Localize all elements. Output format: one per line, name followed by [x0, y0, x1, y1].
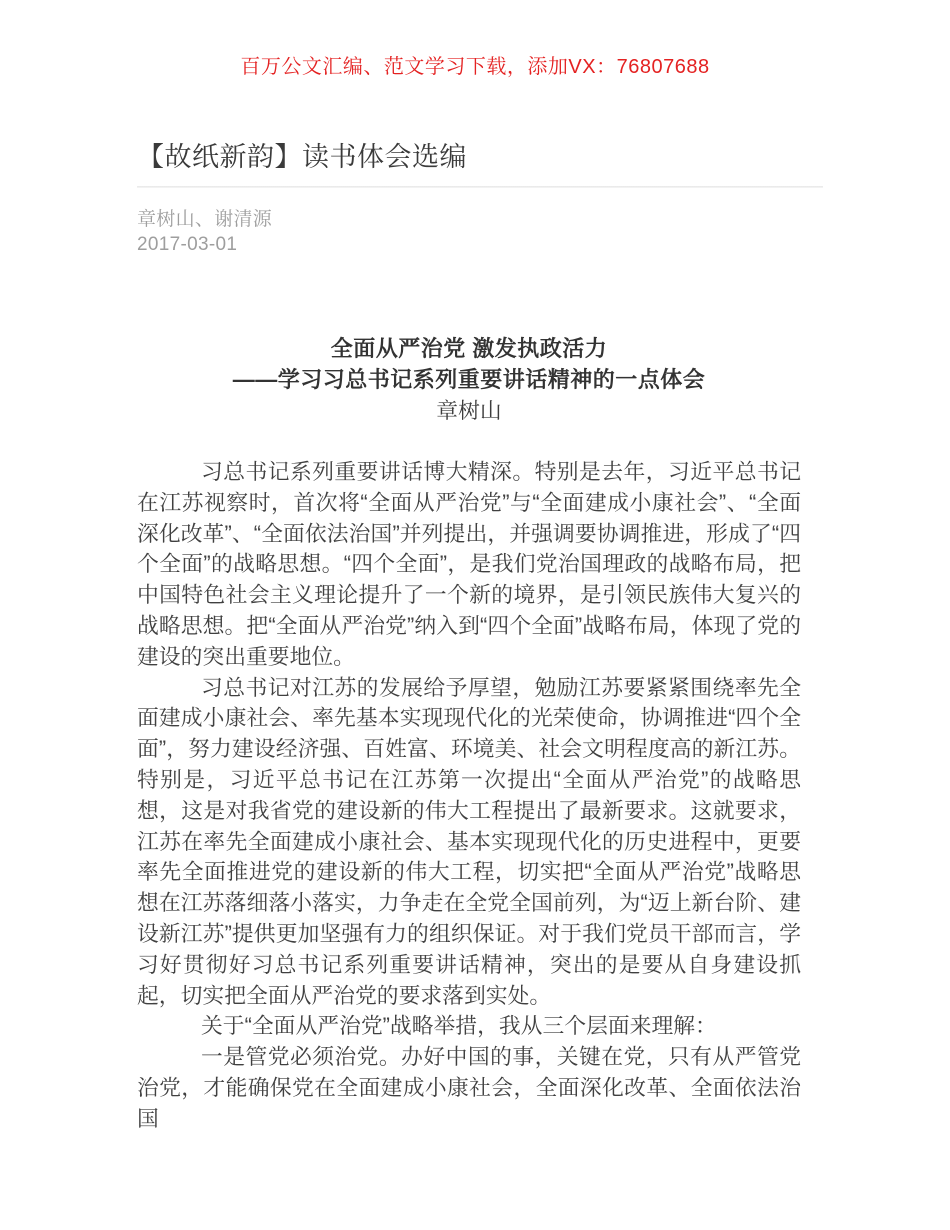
author-line: 章树山、谢清源 [137, 209, 273, 230]
paragraph: 一是管党必须治党。办好中国的事，关键在党，只有从严管党治党，才能确保党在全面建成小康社会，全面深化改革、全面依法治国 [137, 1044, 801, 1131]
article-title-line2: ——学习习总书记系列重要讲话精神的一点体会 [232, 367, 706, 392]
article-title-line1: 全面从严治党 激发执政活力 [330, 336, 608, 361]
promo-banner: 百万公文汇编、范文学习下载，添加VX：76807688 [240, 56, 710, 78]
document-page [137, 140, 823, 1135]
paragraph: 习总书记系列重要讲话博大精深。特别是去年，习近平总书记在江苏视察时，首次将“全面从严治党”与“全面建成小康社会”、“全面深化改革”、“全面依法治国”并列提出，并强调要协调推进，形成了“四个全面”的战略思想。“四个全面”，是我们党治国理政的战略布局，把中国特色社会主义理论提升了一个新的境界，是引领民族伟大复兴的战略思想。把“全面从严治党”纳入到“四个全面”战略布局，体现了党的建设的突出重要地位。 [137, 459, 801, 669]
date-line: 2017-03-01 [137, 234, 238, 255]
page-title: 【故纸新韵】读书体会选编 [137, 142, 467, 172]
divider [137, 186, 823, 188]
article-meta [137, 207, 823, 257]
paragraph: 习总书记对江苏的发展给予厚望，勉励江苏要紧紧围绕率先全面建成小康社会、率先基本实现现代化的光荣使命，协调推进“四个全面”，努力建设经济强、百姓富、环境美、社会文明程度高的新江苏。特别是，习近平总书记在江苏第一次提出“全面从严治党”的战略思想，这是对我省党的建设新的伟大工程提出了最新要求。这就要求，江苏在率先全面建成小康社会、基本实现现代化的历史进程中，更要率先全面推进党的建设新的伟大工程，切实把“全面从严治党”战略思想在江苏落细落小落实，力争走在全党全国前列，为“迈上新台阶、建设新江苏”提供更加坚强有力的组织保证。对于我们党员干部而言，学习好贯彻好习总书记系列重要讲话精神，突出的是要从自身建设抓起，切实把全面从严治党的要求落到实处。 [137, 674, 801, 1008]
article-body [137, 333, 801, 1135]
paragraph: 关于“全面从严治党”战略举措，我从三个层面来理解： [201, 1013, 717, 1039]
article-byline: 章树山 [436, 398, 502, 423]
